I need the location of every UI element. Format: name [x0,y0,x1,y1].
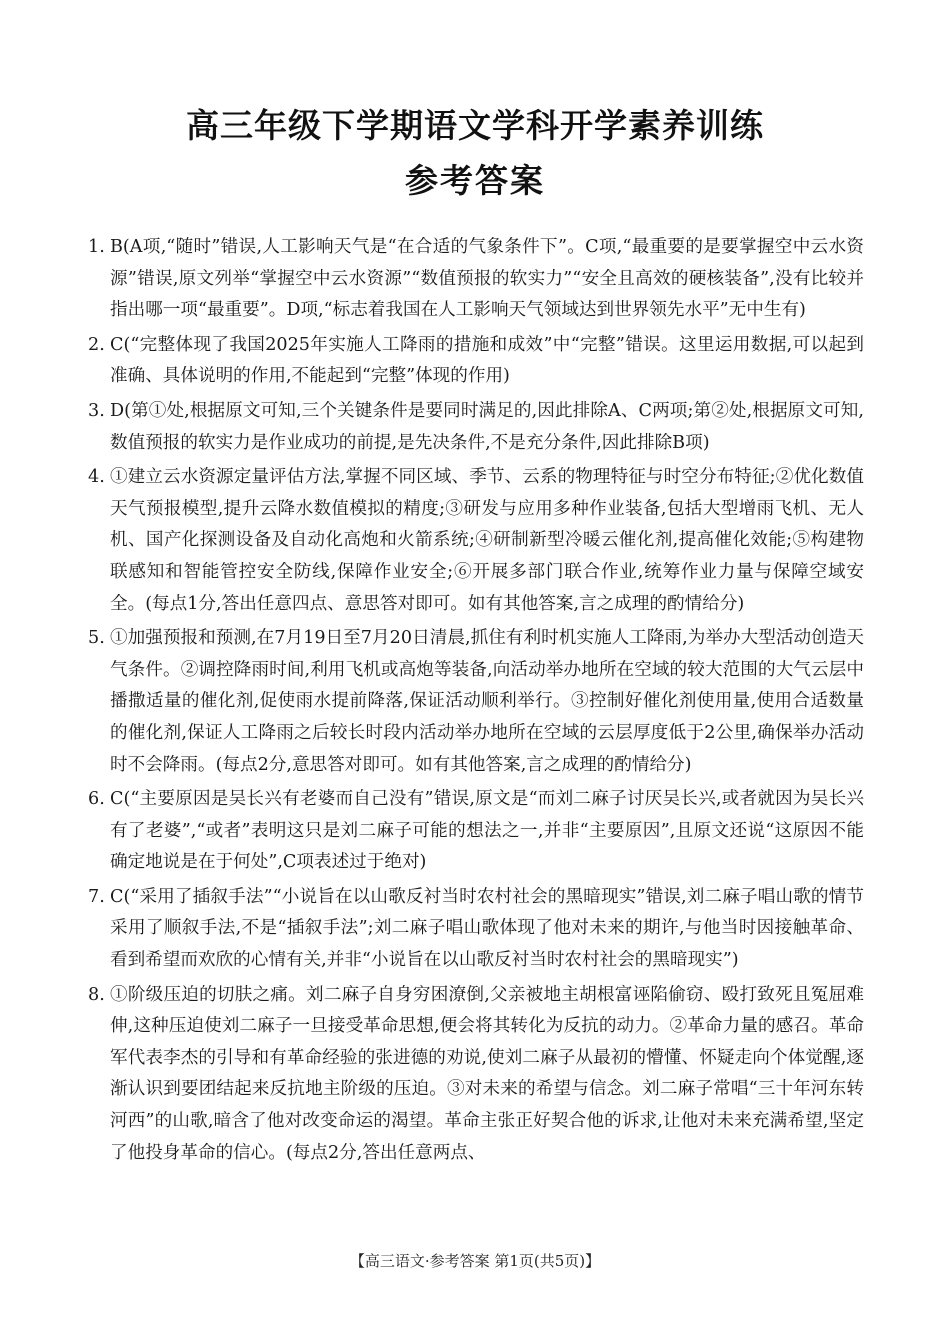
answer-text: C(“采用了插叙手法”“小说旨在以山歌反衬当时农村社会的黑暗现实”错误,刘二麻子唱山歌的情节采用了顺叙手法,不是“插叙手法”;刘二麻子唱山歌体现了他对未来的期许,与他当时因接触革命、看到希望而欢欣的心情有关,并非“小说旨在以山歌反衬当时农村社会的黑暗现实”) [110,886,864,971]
answer-number: 1. [88,237,105,257]
answer-number: 8. [88,984,105,1005]
answer-text: B(A项,“随时”错误,人工影响天气是“在合适的气象条件下”。C项,“最重要的是要掌握空中云水资源”错误,原文列举“掌握空中云水资源”“数值预报的软实力”“安全且高效的硬核装备”,没有比较并指出哪一项“最重要”。D项,“标志着我国在人工影响天气领域达到世界领先水平”无中生有) [110,237,864,321]
answer-text: ①阶级压迫的切肤之痛。刘二麻子自身穷困潦倒,父亲被地主胡根富诬陷偷窃、殴打致死且冤屈难伸,这种压迫使刘二麻子一旦接受革命思想,便会将其转化为反抗的动力。②革命力量的感召。革命军代表李杰的引导和有革命经验的张进德的劝说,使刘二麻子从最初的懵懂、怀疑走向个体觉醒,逐渐认识到要团结起来反抗地主阶级的压迫。③对未来的希望与信念。刘二麻子常唱“三十年河东转河西”的山歌,暗含了他对改变命运的渴望。革命主张正好契合他的诉求,让他对未来充满希望,坚定了他投身革命的信心。(每点2分,答出任意两点、 [110,984,864,1163]
answer-text: C(“完整体现了我国2025年实施人工降雨的措施和成效”中“完整”错误。这里运用数据,可以起到准确、具体说明的作用,不能起到“完整”体现的作用) [110,334,864,387]
answer-number: 7. [88,886,105,907]
answer-text: C(“主要原因是吴长兴有老婆而自己没有”错误,原文是“而刘二麻子讨厌吴长兴,或者就因为吴长兴有了老婆”,“或者”表明这只是刘二麻子可能的想法之一,并非“主要原因”,且原文还说“这原因不能确定地说是在于何处”,C项表述过于绝对) [110,789,864,873]
answer-number: 5. [88,628,105,649]
answer-text: D(第①处,根据原文可知,三个关键条件是要同时满足的,因此排除A、C两项;第②处,根据原文可知,数值预报的软实力是作业成功的前提,是先决条件,不是充分条件,因此排除B项) [110,400,864,453]
answer-item-8 [88,980,864,1170]
answer-item-6 [88,784,864,879]
answer-list [88,232,864,1172]
answer-item-5 [88,623,864,781]
answer-number: 2. [88,334,105,355]
answer-item-7 [88,882,864,977]
answer-number: 6. [88,789,105,810]
answer-item-3 [88,396,864,459]
answer-item-4 [88,462,864,620]
answer-number: 4. [88,467,105,488]
answer-number: 3. [88,400,105,421]
answer-item-2 [88,330,864,393]
document-subtitle: 参考答案 [405,161,545,200]
answer-text: ①加强预报和预测,在7月19日至7月20日清晨,抓住有利时机实施人工降雨,为举办大型活动创造天气条件。②调控降雨时间,利用飞机或高炮等装备,向活动举办地所在空域的较大范围的大气云层中播撒适量的催化剂,促使雨水提前降落,保证活动顺利举行。③控制好催化剂使用量,使用合适数量的催化剂,保证人工降雨之后较长时段内活动举办地所在空域的云层厚度低于2公里,确保举办活动时不会降雨。(每点2分,意思答对即可。如有其他答案,言之成理的酌情给分) [110,628,864,775]
answer-item-1 [88,232,864,327]
document-title: 高三年级下学期语文学科开学素养训练 [186,106,764,145]
page-footer: 【高三语文·参考答案 第1页(共5页)】 [349,1252,601,1270]
answer-text: ①建立云水资源定量评估方法,掌握不同区域、季节、云系的物理特征与时空分布特征;②优化数值天气预报模型,提升云降水数值模拟的精度;③研发与应用多种作业装备,包括大型增雨飞机、无人机、国产化探测设备及自动化高炮和火箭系统;④研制新型冷暖云催化剂,提高催化效能;⑤构建物联感知和智能管控安全防线,保障作业安全;⑥开展多部门联合作业,统筹作业力量与保障空域安全。(每点1分,答出任意四点、意思答对即可。如有其他答案,言之成理的酌情给分) [110,467,864,614]
